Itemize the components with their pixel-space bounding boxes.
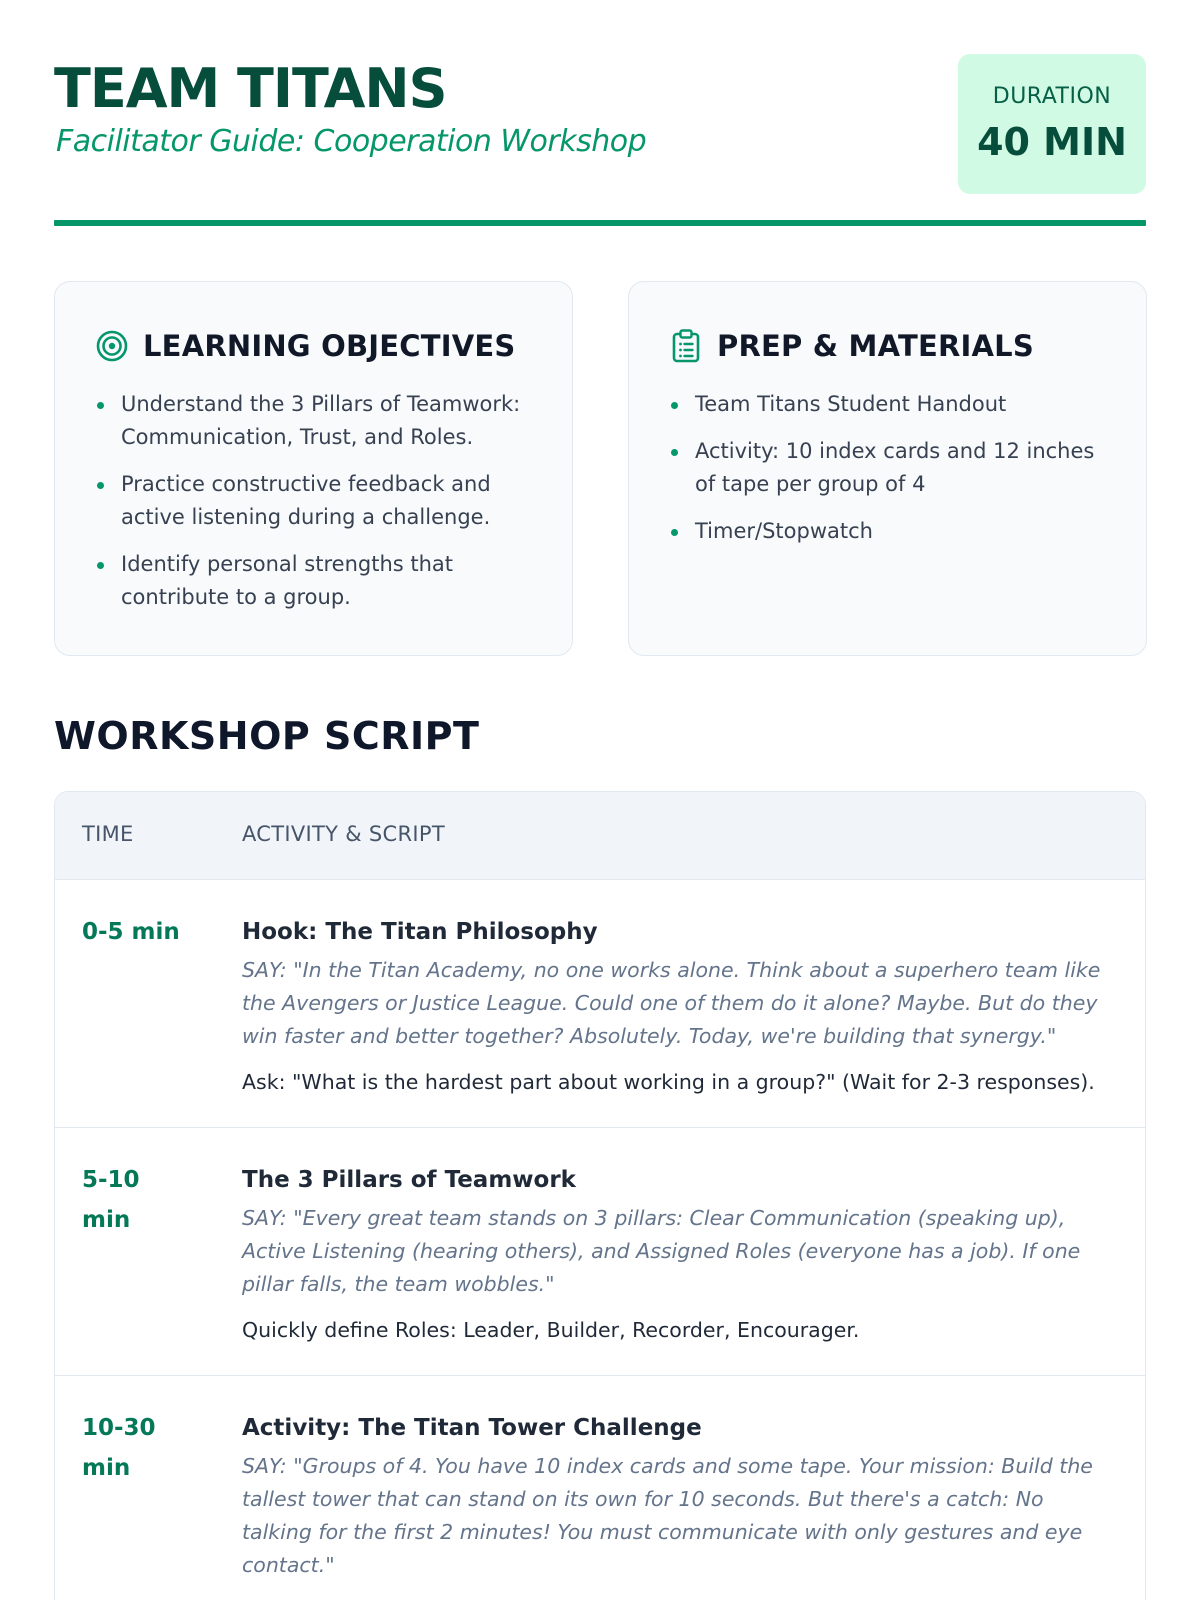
row-time: 5-10 min [82, 1167, 140, 1233]
page-title: TEAM TITANS [54, 57, 447, 120]
row-say: SAY: "Groups of 4. You have 10 index cards and some tape. Your mission: Build the tallest tower that can stand on its own for 10 seconds. But there's a catch: No talking for the first 2 minutes! You must communicate with only gestures and eye contact." [242, 1454, 1093, 1577]
table-row [55, 880, 1145, 1128]
card-header [669, 326, 1034, 366]
row-time: 0-5 min [82, 919, 180, 945]
column-header-time: TIME [82, 822, 134, 846]
materials-list [669, 388, 1109, 562]
row-say: SAY: "Every great team stands on 3 pillars: Clear Communication (speaking up), Active Listening (hearing others), and Assigned Roles (everyone has a job). If one pillar falls, the team wobbles." [242, 1206, 1081, 1296]
target-icon [95, 329, 129, 363]
duration-label: DURATION [992, 84, 1112, 109]
duration-badge [958, 54, 1146, 194]
row-body [242, 1128, 1145, 1375]
section-title: WORKSHOP SCRIPT [54, 714, 480, 758]
list-item: Understand the 3 Pillars of Teamwork: Communication, Trust, and Roles. [95, 388, 535, 454]
clipboard-icon [669, 329, 703, 363]
list-item: Team Titans Student Handout [669, 388, 1109, 421]
page-header [54, 54, 1146, 192]
row-note: Quickly define Roles: Leader, Builder, Recorder, Encourager. [242, 1318, 860, 1342]
duration-value: 40 MIN [977, 120, 1127, 164]
list-item: Practice constructive feedback and active listening during a challenge. [95, 468, 535, 534]
page-subtitle: Facilitator Guide: Cooperation Workshop [56, 124, 647, 159]
row-body [242, 880, 1145, 1127]
list-item: Timer/Stopwatch [669, 515, 1109, 548]
list-item: Activity: 10 index cards and 12 inches of tape per group of 4 [669, 435, 1109, 501]
table-header [55, 792, 1145, 880]
row-time: 10-30 min [82, 1415, 156, 1481]
prep-materials-card [628, 281, 1147, 656]
list-item: Identify personal strengths that contribute to a group. [95, 548, 535, 614]
card-title: LEARNING OBJECTIVES [143, 329, 516, 363]
workshop-script-table [54, 791, 1146, 1600]
card-header [95, 326, 515, 366]
header-divider [54, 220, 1146, 226]
table-row [55, 1128, 1145, 1376]
objectives-list [95, 388, 535, 628]
row-say: SAY: "In the Titan Academy, no one works alone. Think about a superhero team like the Avengers or Justice League. Could one of them do it alone? Maybe. But do they win faster and better together? Absolutely. Today, we're building that synergy." [242, 958, 1101, 1048]
row-note: Ask: "What is the hardest part about working in a group?" (Wait for 2-3 responses). [242, 1070, 1095, 1094]
row-body [242, 1376, 1145, 1600]
row-title: Activity: The Titan Tower Challenge [242, 1415, 702, 1441]
row-title: The 3 Pillars of Teamwork [242, 1167, 576, 1193]
row-title: Hook: The Titan Philosophy [242, 919, 598, 945]
table-row [55, 1376, 1145, 1600]
card-title: PREP & MATERIALS [717, 329, 1034, 363]
learning-objectives-card [54, 281, 573, 656]
column-header-activity: ACTIVITY & SCRIPT [242, 822, 445, 846]
